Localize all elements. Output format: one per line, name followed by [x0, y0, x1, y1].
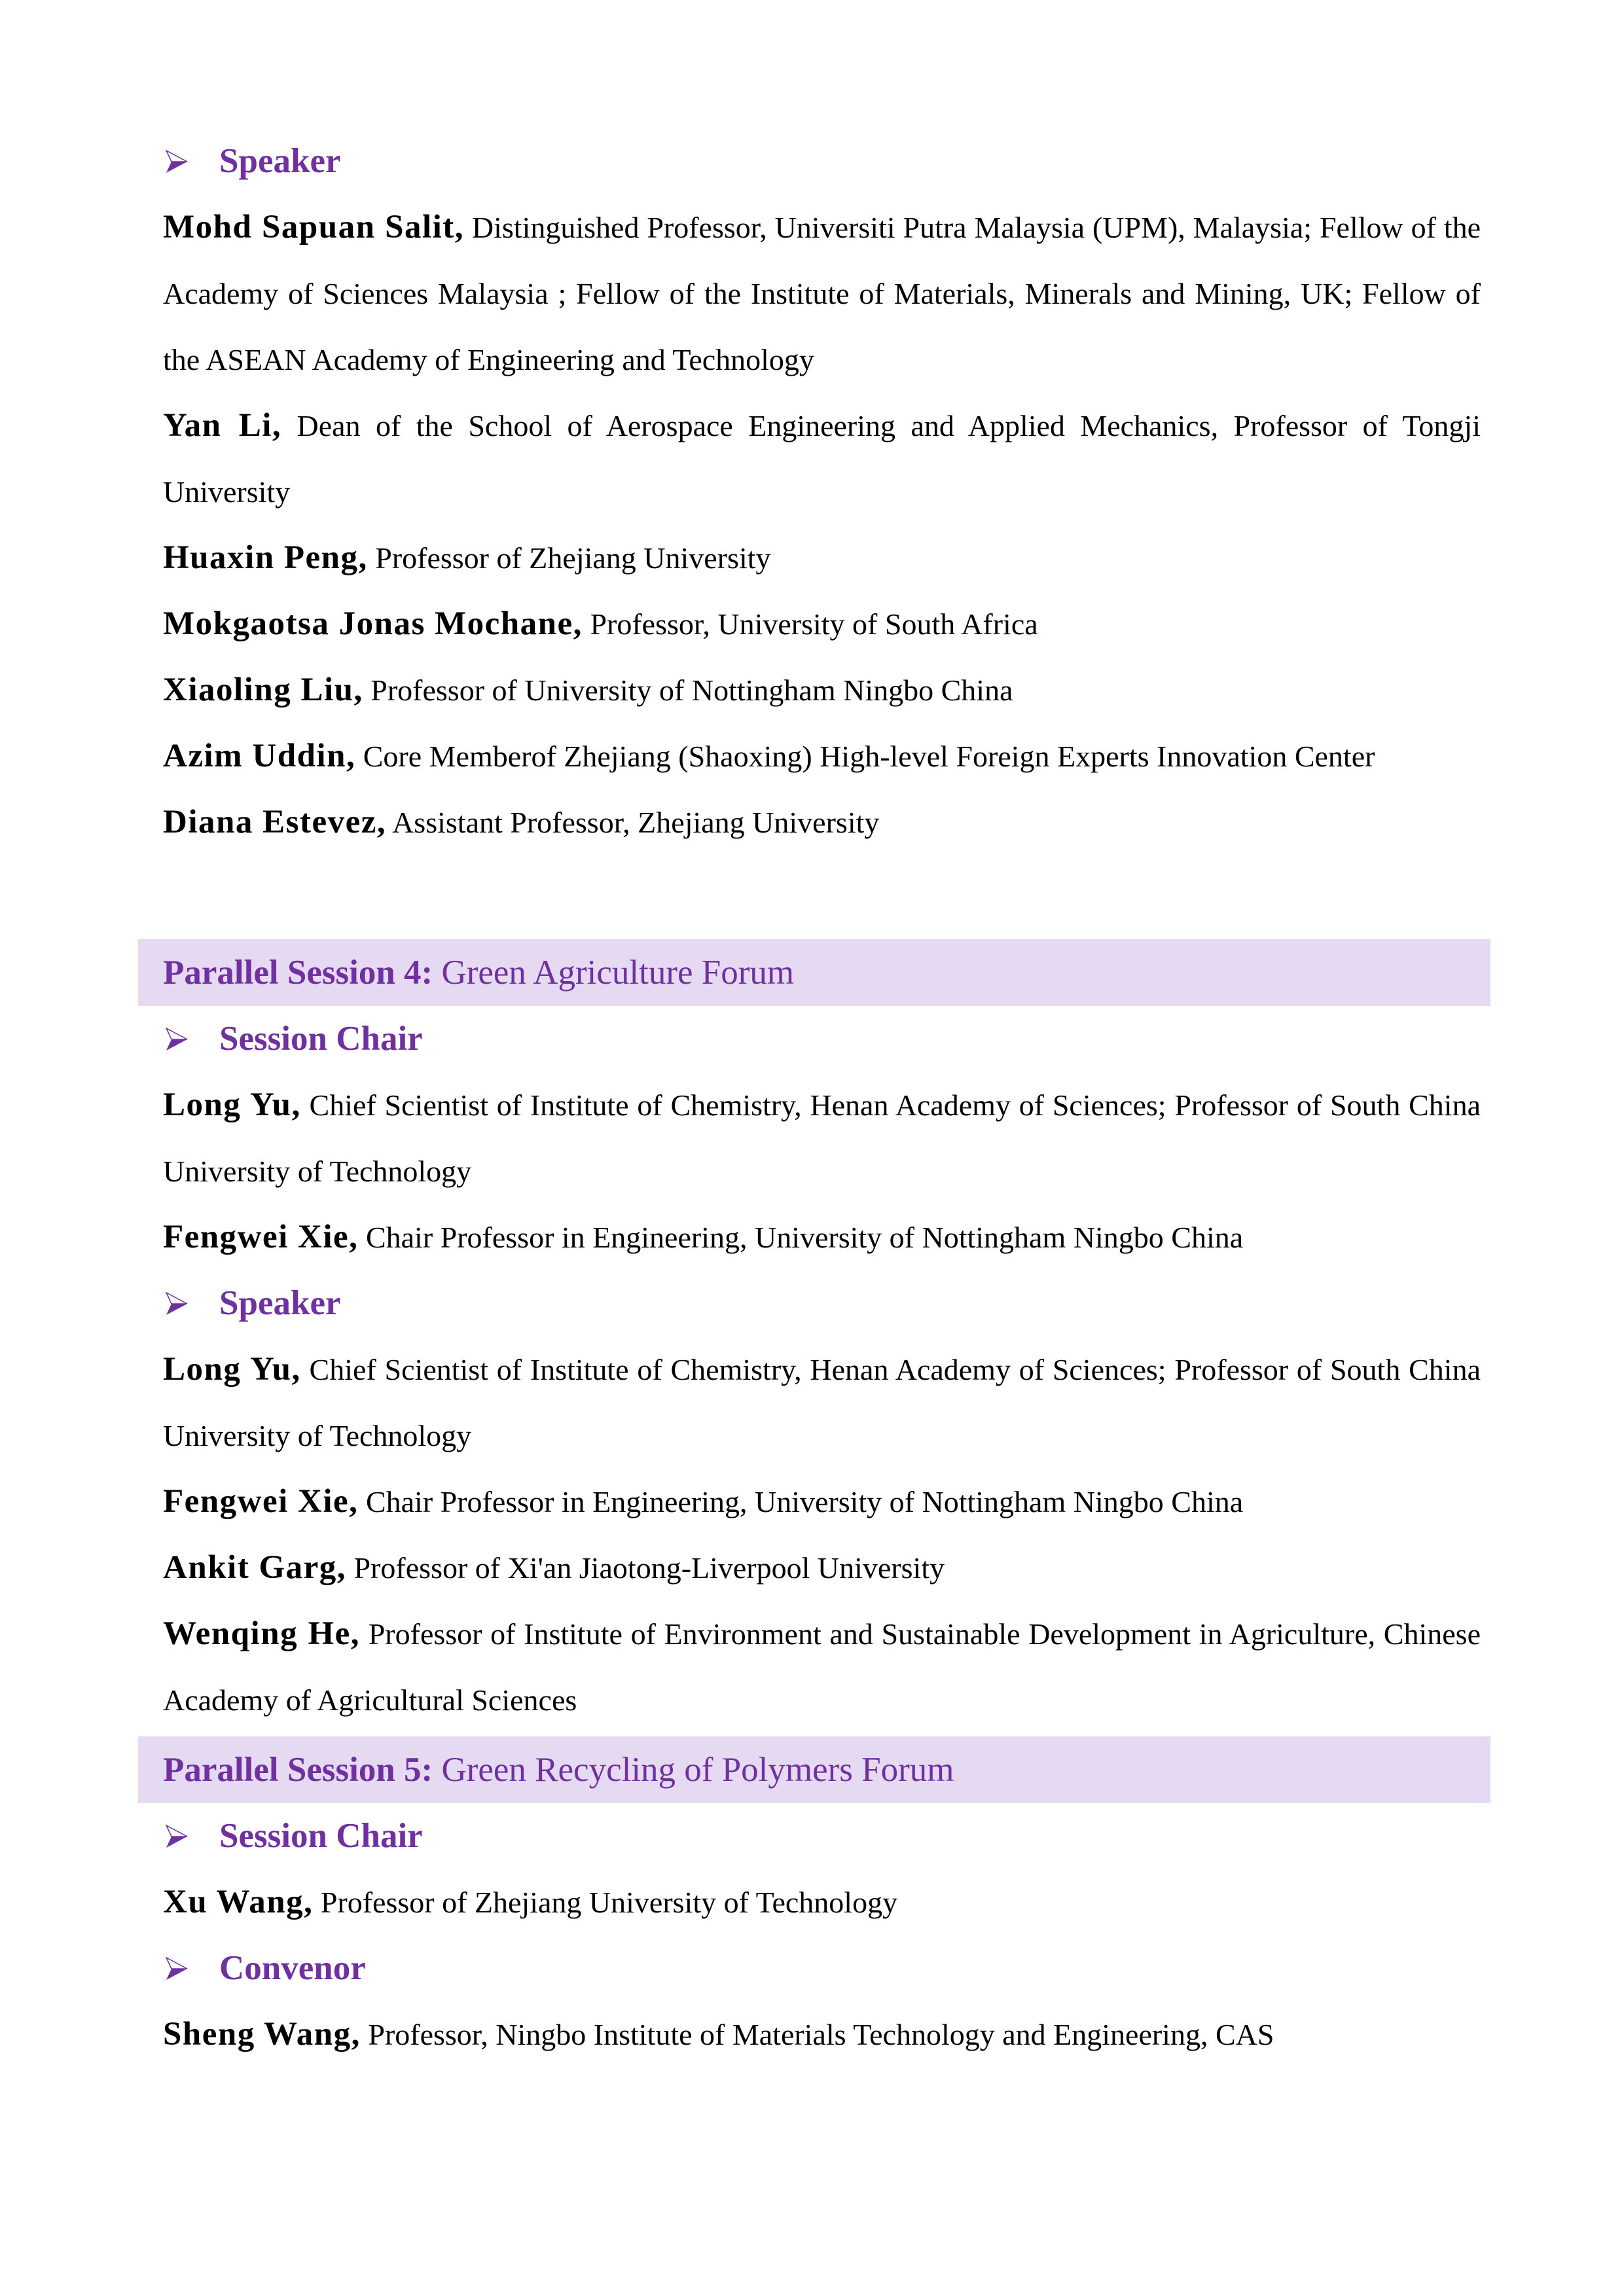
convenor-heading: [163, 1935, 1481, 2001]
right-arrowhead-icon: [166, 1825, 188, 1848]
speaker-entry: [163, 1336, 1481, 1469]
speaker-entry: [163, 1469, 1481, 1535]
person-name: Sheng Wang,: [163, 2016, 361, 2053]
right-arrowhead-icon: [166, 150, 188, 173]
speaker-heading: [163, 1270, 1481, 1336]
session-chair-heading: [163, 1803, 1481, 1869]
session-label: Parallel Session 4:: [163, 954, 433, 992]
person-name: Ankit Garg,: [163, 1549, 347, 1586]
speaker-entry: [163, 194, 1481, 393]
person-affiliation: Assistant Professor, Zhejiang University: [386, 806, 880, 839]
chair-entry: [163, 1072, 1481, 1204]
person-affiliation: Dean of the School of Aerospace Engineering and Applied Mechanics, Professor of Tongji University: [163, 409, 1481, 509]
speaker-entry: [163, 525, 1481, 591]
person-affiliation: Chief Scientist of Institute of Chemistry, Henan Academy of Sciences; Professor of South China University of Technology: [163, 1088, 1481, 1188]
person-affiliation: Professor, University of South Africa: [582, 607, 1038, 641]
person-name: Mokgaotsa Jonas Mochane,: [163, 605, 583, 642]
person-affiliation: Distinguished Professor, Universiti Putra Malaysia (UPM), Malaysia; Fellow of the Academy of Sciences Malaysia ; Fellow of the Institute of Materials, Minerals and Mining, UK; Fellow of the ASEAN Academy of Engineering and Technology: [163, 211, 1481, 376]
person-name: Yan Li,: [163, 407, 282, 444]
speaker-entry: [163, 1535, 1481, 1601]
person-affiliation: Professor of Institute of Environment and Sustainable Development in Agriculture, Chinese Academy of Agricultural Sciences: [163, 1617, 1481, 1717]
right-arrowhead-icon: [166, 1957, 188, 1981]
heading-label: Session Chair: [219, 1020, 423, 1058]
heading-label: Speaker: [219, 1284, 341, 1322]
session-5-header: [138, 1736, 1490, 1803]
person-name: Diana Estevez,: [163, 804, 387, 840]
person-affiliation: Professor of Zhejiang University: [367, 541, 771, 575]
person-affiliation: Chair Professor in Engineering, University of Nottingham Ningbo China: [358, 1485, 1244, 1518]
person-affiliation: Chief Scientist of Institute of Chemistry, Henan Academy of Sciences; Professor of South China University of Technology: [163, 1353, 1481, 1452]
heading-label: Convenor: [219, 1949, 366, 1987]
right-arrowhead-icon: [166, 1028, 188, 1051]
person-name: Wenqing He,: [163, 1615, 361, 1652]
person-affiliation: Core Memberof Zhejiang (Shaoxing) High-level Foreign Experts Innovation Center: [355, 740, 1375, 773]
person-affiliation: Chair Professor in Engineering, University of Nottingham Ningbo China: [358, 1221, 1244, 1254]
speaker-heading: [163, 128, 1481, 194]
person-name: Long Yu,: [163, 1086, 301, 1123]
chair-entry: [163, 1869, 1481, 1935]
person-affiliation: Professor, Ningbo Institute of Materials Technology and Engineering, CAS: [360, 2018, 1274, 2051]
person-name: Xiaoling Liu,: [163, 672, 363, 708]
person-name: Huaxin Peng,: [163, 539, 368, 576]
person-name: Xu Wang,: [163, 1884, 314, 1920]
heading-label: Session Chair: [219, 1817, 423, 1855]
speaker-entry: [163, 393, 1481, 525]
spacer: [163, 855, 1481, 939]
document-page: [163, 128, 1481, 2068]
chair-entry: [163, 1204, 1481, 1270]
person-affiliation: Professor of Xi'an Jiaotong-Liverpool University: [346, 1551, 945, 1585]
speaker-entry: [163, 789, 1481, 855]
person-affiliation: Professor of Zhejiang University of Technology: [313, 1886, 898, 1919]
person-name: Fengwei Xie,: [163, 1483, 359, 1520]
session-title: Green Agriculture Forum: [433, 954, 795, 992]
session-label: Parallel Session 5:: [163, 1751, 433, 1789]
speaker-entry: [163, 657, 1481, 723]
session-title: Green Recycling of Polymers Forum: [433, 1751, 954, 1789]
person-affiliation: Professor of University of Nottingham Ningbo China: [363, 673, 1013, 707]
person-name: Azim Uddin,: [163, 738, 356, 774]
session-4-header: [138, 939, 1490, 1006]
speaker-entry: [163, 591, 1481, 657]
heading-label: Speaker: [219, 142, 341, 180]
convenor-entry: [163, 2001, 1481, 2068]
person-name: Long Yu,: [163, 1351, 301, 1388]
session-chair-heading: [163, 1006, 1481, 1072]
right-arrowhead-icon: [166, 1292, 188, 1316]
person-name: Fengwei Xie,: [163, 1219, 359, 1255]
speaker-entry: [163, 723, 1481, 789]
speaker-entry: [163, 1601, 1481, 1733]
person-name: Mohd Sapuan Salit,: [163, 209, 465, 245]
